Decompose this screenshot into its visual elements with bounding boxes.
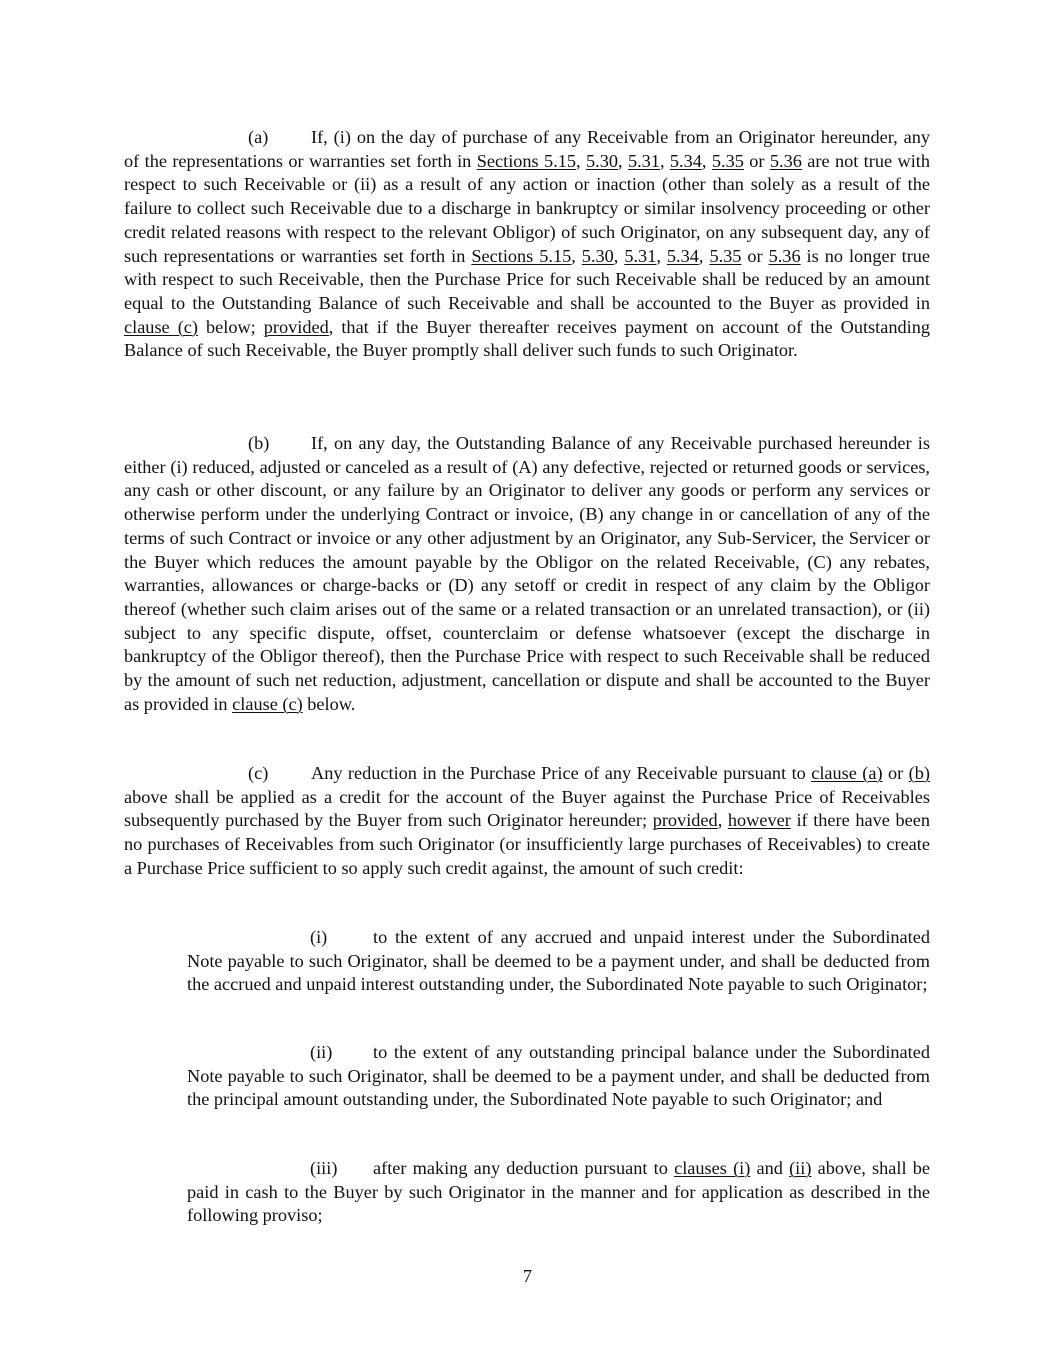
text: , [576, 150, 586, 171]
paragraph-b [124, 432, 930, 716]
text: to the extent of any accrued and unpaid interest under the Subordinated Note payable to such Originator, shall be deemed to be a payment under, and shall be deducted from the accrued and unpaid interest outstanding under, the Subordinated Note payable to such Originator; [187, 927, 930, 995]
paragraph-c-i-label: (i) [310, 927, 328, 947]
proviso-term: however [727, 810, 791, 831]
paragraph-a [124, 126, 930, 363]
text: if there have been no purchases of Receivables from such Originator (or insufficiently large purchases of Receivables) to create a Purchase Price sufficient to so apply such credit against, the amount of such credit: [124, 810, 930, 878]
text: to the extent of any outstanding principal balance under the Subordinated Note payable to such Originator, shall be deemed to be a payment under, and shall be deducted from the principal amount outstanding under, the Subordinated Note payable to such Originator; and [187, 1042, 930, 1110]
section-reference: 5.30 [581, 245, 614, 266]
paragraph-c-iii [187, 1157, 930, 1228]
text: , [659, 150, 670, 171]
paragraph-c-ii [187, 1041, 930, 1112]
section-reference: 5.31 [627, 150, 660, 171]
text: or [741, 245, 769, 266]
text: , [618, 150, 628, 171]
text: below; [197, 316, 264, 337]
clause-reference: (b) [908, 763, 930, 783]
text: , that if the Buyer thereafter receives payment on account of the Outstanding Balance of such Receivable, the Buyer promptly shall deliver such funds to such Originator. [124, 316, 930, 361]
page-number: 7 [522, 1266, 533, 1286]
text: , [613, 245, 625, 266]
clause-reference: clause (a) [811, 763, 883, 783]
section-reference: 5.35 [709, 245, 742, 266]
paragraph-c-i [187, 926, 930, 997]
section-reference: 5.35 [711, 150, 744, 171]
text: , [571, 245, 582, 266]
paragraph-a-label: (a) [248, 127, 269, 147]
text: , [656, 245, 667, 266]
text: , [701, 150, 712, 171]
proviso-term: provided [652, 810, 718, 831]
section-reference: 5.36 [769, 150, 802, 171]
section-reference: 5.34 [669, 150, 702, 171]
text: or [882, 763, 909, 783]
text: and [750, 1158, 790, 1178]
text: If, (i) on the day of purchase of any Receivable from an Originator hereunder, any of the representations or warranties set forth in [124, 127, 930, 171]
clause-reference: (ii) [789, 1158, 812, 1178]
section-reference: 5.34 [666, 245, 699, 266]
paragraph-c-label: (c) [248, 763, 269, 783]
section-reference: 5.30 [586, 150, 618, 171]
section-reference: Sections 5.15 [471, 245, 572, 266]
paragraph-c [124, 762, 930, 881]
proviso-term: provided [263, 316, 329, 337]
text: above shall be applied as a credit for the account of the Buyer against the Purchase Price of Receivables subsequently purchased by the Buyer from such Originator hereunder; [124, 786, 930, 831]
text: above, shall be paid in cash to the Buyer by such Originator in the manner and for application as described in the following proviso; [187, 1158, 930, 1226]
text: If, on any day, the Outstanding Balance of any Receivable purchased hereunder is either (i) reduced, adjusted or canceled as a result of (A) any defective, rejected or returned goods or services, any cash or other discount, or any failure by an Originator to deliver any goods or perform any services or otherwise perform under the underlying Contract or invoice, (B) any change in or cancellation of any of the terms of such Contract or invoice or any other adjustment by an Originator, any Sub-Servicer, the Servicer or the Buyer which reduces the amount payable by the Obligor on the related Receivable, (C) any rebates, warranties, allowances or charge-backs or (D) any setoff or credit in respect of any claim by the Obligor thereof (whether such claim arises out of the same or a related transaction or an unrelated transaction), or (ii) subject to any specific dispute, offset, counterclaim or defense whatsoever (except the discharge in bankruptcy of the Obligor thereof), then the Purchase Price with respect to such Receivable shall be reduced by the amount of such net reduction, adjustment, cancellation or dispute and shall be accounted to the Buyer as provided in [124, 433, 930, 714]
paragraph-c-ii-label: (ii) [310, 1042, 333, 1062]
paragraph-c-iii-label: (iii) [310, 1158, 338, 1178]
text: Any reduction in the Purchase Price of any Receivable pursuant to [311, 763, 812, 783]
section-reference: 5.36 [768, 245, 801, 266]
text: is no longer true with respect to such Receivable, then the Purchase Price for such Receivable shall be reduced by an amount equal to the Outstanding Balance of such Receivable and shall be accounted to the Buyer as provided in [124, 245, 931, 313]
text: , [698, 245, 710, 266]
text: below. [302, 693, 356, 714]
text: after making any deduction pursuant to [373, 1158, 675, 1178]
text: , [717, 810, 728, 831]
clause-reference: clauses (i) [674, 1158, 751, 1178]
section-reference: 5.31 [624, 245, 657, 266]
text: are not true with respect to such Receivable or (ii) as a result of any action or inaction (other than solely as a result of the failure to collect such Receivable due to a discharge in bankruptcy or similar insolvency proceeding or other credit related reasons with respect to the relevant Obligor) of such Originator, on any subsequent day, any of such representations or warranties set forth in [124, 150, 930, 266]
text: or [743, 150, 770, 171]
clause-reference: clause (c) [232, 693, 303, 714]
clause-reference: clause (c) [124, 316, 198, 337]
section-reference: Sections 5.15 [476, 150, 577, 171]
paragraph-b-label: (b) [248, 433, 270, 453]
